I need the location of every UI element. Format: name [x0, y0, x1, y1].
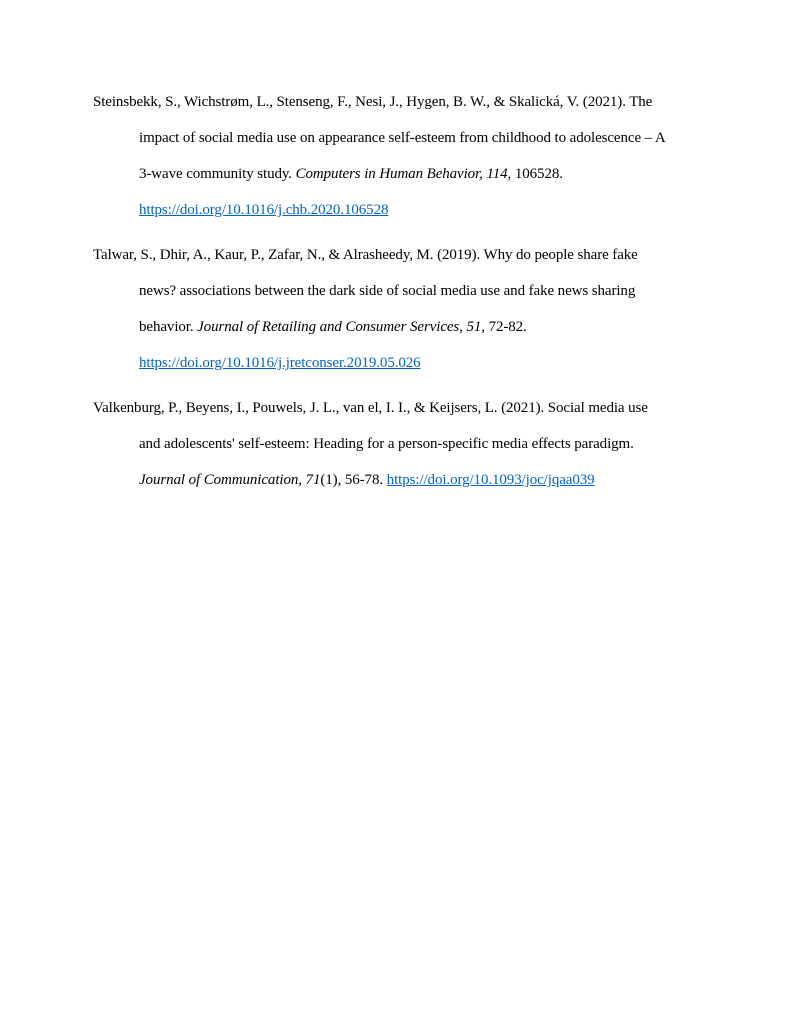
- doi-link[interactable]: https://doi.org/10.1016/j.jretconser.2019.05.026: [139, 355, 421, 371]
- reference-text: behavior.: [139, 319, 198, 335]
- reference-entry-steinsbekk: [93, 84, 703, 228]
- reference-line: news? associations between the dark side of social media use and fake news sharing: [139, 283, 636, 299]
- reference-text: , 72-82.: [481, 319, 527, 335]
- reference-entry-talwar: [93, 237, 703, 381]
- journal-title: Journal of Retailing and Consumer Services, 51: [197, 319, 482, 335]
- reference-line: Valkenburg, P., Beyens, I., Pouwels, J. L., van el, I. I., & Keijsers, L. (2021). Social media use: [93, 400, 648, 416]
- reference-line: Steinsbekk, S., Wichstrøm, L., Stenseng, F., Nesi, J., Hygen, B. W., & Skalická, V. (2021). The: [93, 94, 653, 110]
- reference-line: Talwar, S., Dhir, A., Kaur, P., Zafar, N., & Alrasheedy, M. (2019). Why do people share fake: [93, 247, 638, 263]
- reference-text: (1), 56-78.: [320, 472, 387, 488]
- reference-line: impact of social media use on appearance self-esteem from childhood to adolescence – A: [139, 130, 666, 146]
- reference-entry-valkenburg: [93, 390, 703, 498]
- reference-text: , 106528.: [507, 166, 563, 182]
- reference-line: and adolescents' self-esteem: Heading for a person-specific media effects paradigm.: [139, 436, 634, 452]
- reference-line: [93, 156, 703, 192]
- reference-line: [93, 309, 703, 345]
- reference-text: 3-wave community study.: [139, 166, 296, 182]
- doi-link[interactable]: https://doi.org/10.1016/j.chb.2020.106528: [139, 202, 389, 218]
- reference-line: [93, 462, 703, 498]
- journal-title: Computers in Human Behavior, 114: [295, 166, 508, 182]
- journal-title: Journal of Communication, 71: [139, 472, 321, 488]
- reference-line: [93, 192, 703, 228]
- reference-line: [93, 345, 703, 381]
- doi-link[interactable]: https://doi.org/10.1093/joc/jqaa039: [386, 472, 595, 488]
